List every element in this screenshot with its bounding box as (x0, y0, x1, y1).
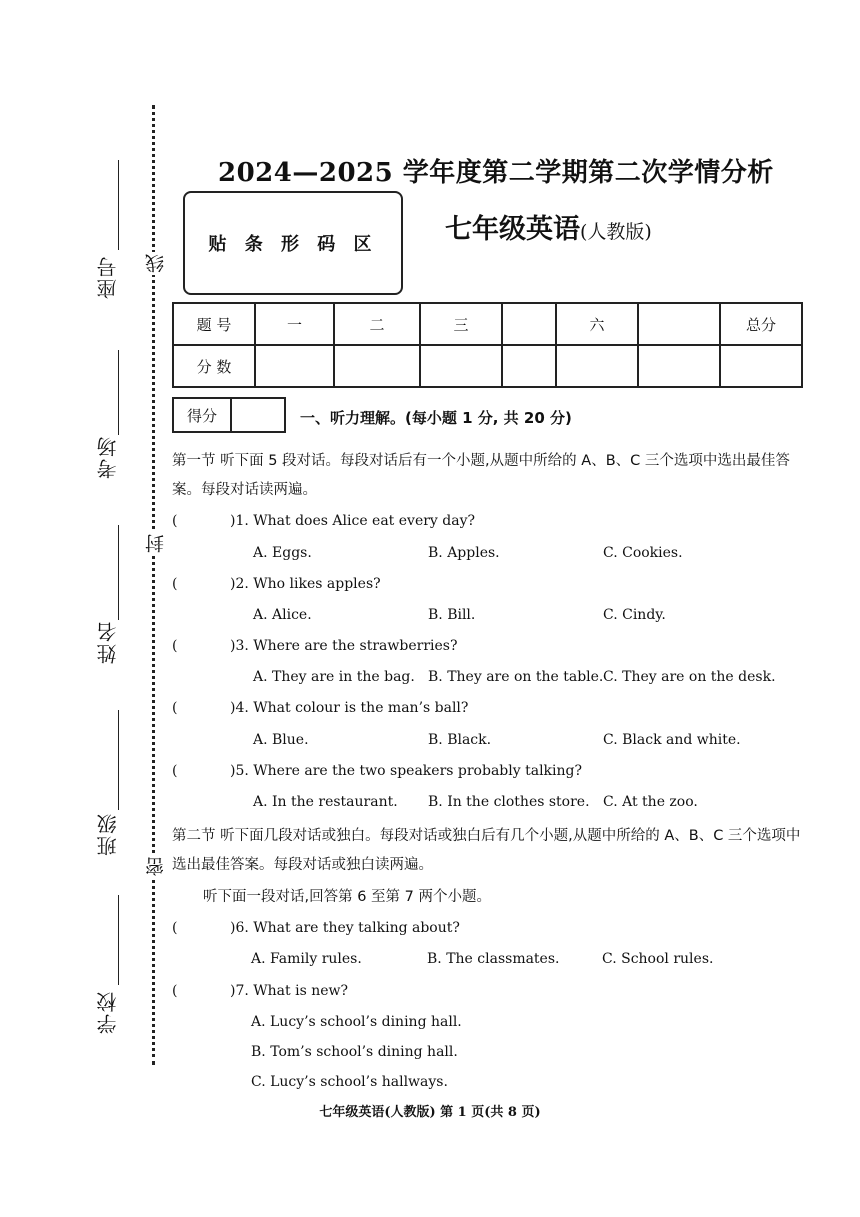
score-box-label: 得分 (172, 397, 232, 433)
class-label: 班级 (96, 812, 120, 856)
option-a: A. They are in the bag. (253, 669, 415, 685)
answer-paren[interactable]: ( (172, 983, 178, 999)
score-cell[interactable] (720, 345, 802, 387)
option-a: A. Alice. (253, 607, 312, 623)
table-cell: 总分 (720, 303, 802, 345)
score-cell[interactable] (255, 345, 334, 387)
question-text: )6. What are they talking about? (230, 920, 460, 936)
score-cell[interactable] (556, 345, 638, 387)
score-cell[interactable] (334, 345, 420, 387)
table-cell: 三 (420, 303, 502, 345)
school-label: 学校 (96, 990, 120, 1034)
question-text: )5. Where are the two speakers probably talking? (230, 763, 582, 779)
seat-number-label: 座号 (96, 255, 120, 299)
score-cell[interactable] (502, 345, 556, 387)
edition-label: (人教版) (580, 221, 652, 243)
table-cell: 分 数 (173, 345, 255, 387)
score-cell[interactable] (638, 345, 720, 387)
option-c: C. School rules. (602, 951, 714, 967)
part2-instructions: 第二节 听下面几段对话或独白。每段对话或独白后有几个小题,从题中所给的 A、B、C 三个选项中选出最佳答案。每段对话或独白读两遍。 (172, 828, 801, 873)
table-cell: 题 号 (173, 303, 255, 345)
option-b: B. Apples. (428, 545, 500, 561)
score-cell[interactable] (420, 345, 502, 387)
option-a: A. Blue. (253, 732, 309, 748)
score-table-header-row (173, 303, 802, 345)
option-c: C. Lucy’s school’s hallways. (251, 1074, 448, 1090)
question-6 (172, 920, 460, 936)
table-cell: 一 (255, 303, 334, 345)
table-cell: 六 (556, 303, 638, 345)
answer-paren[interactable]: ( (172, 576, 178, 592)
option-b: B. The classmates. (427, 951, 560, 967)
option-c: C. Cookies. (603, 545, 683, 561)
page-footer: 七年级英语(人教版) 第 1 页(共 8 页) (319, 1105, 541, 1120)
answer-paren[interactable]: ( (172, 763, 178, 779)
option-a: A. Lucy’s school’s dining hall. (251, 1014, 462, 1030)
option-a: A. Family rules. (251, 951, 362, 967)
school-line (118, 895, 119, 985)
score-box-field[interactable] (230, 397, 286, 433)
question-3 (172, 638, 457, 654)
question-text: )1. What does Alice eat every day? (230, 513, 476, 529)
subject-title (445, 207, 652, 246)
part1-instructions: 第一节 听下面 5 段对话。每段对话后有一个小题,从题中所给的 A、B、C 三个选项中选出最佳答案。每段对话读两遍。 (172, 453, 790, 498)
score-table-score-row (173, 345, 802, 387)
table-cell (638, 303, 720, 345)
option-b: B. In the clothes store. (428, 794, 590, 810)
binding-char-mi: 密 (142, 855, 169, 878)
question-text: )3. Where are the strawberries? (230, 638, 458, 654)
question-text: )4. What colour is the man’s ball? (230, 700, 469, 716)
option-c: C. Cindy. (603, 607, 666, 623)
score-box (172, 397, 286, 433)
option-b: B. Black. (428, 732, 492, 748)
option-b: B. Tom’s school’s dining hall. (251, 1044, 458, 1060)
answer-paren[interactable]: ( (172, 513, 178, 529)
table-cell (502, 303, 556, 345)
question-2 (172, 576, 381, 592)
binding-char-feng: 封 (142, 532, 169, 555)
option-c: C. Black and white. (603, 732, 741, 748)
question-4 (172, 700, 468, 716)
name-line (118, 525, 119, 620)
option-a: A. In the restaurant. (253, 794, 398, 810)
exam-room-label: 考场 (96, 435, 120, 479)
binding-dotted-line (152, 105, 155, 1065)
question-7 (172, 983, 348, 999)
table-cell: 二 (334, 303, 420, 345)
class-line (118, 710, 119, 810)
option-c: C. They are on the desk. (603, 669, 776, 685)
barcode-label: 贴 条 形 码 区 (208, 234, 378, 255)
option-b: B. They are on the table. (428, 669, 604, 685)
binding-char-xian: 线 (142, 252, 169, 275)
answer-paren[interactable]: ( (172, 638, 178, 654)
question-text: )7. What is new? (230, 983, 349, 999)
option-a: A. Eggs. (253, 545, 312, 561)
score-table (172, 302, 803, 388)
section-heading: 一、听力理解。(每小题 1 分, 共 20 分) (300, 409, 572, 427)
barcode-area (183, 191, 403, 295)
answer-paren[interactable]: ( (172, 700, 178, 716)
option-c: C. At the zoo. (603, 794, 698, 810)
subject-name: 七年级英语 (445, 214, 580, 245)
question-text: )2. Who likes apples? (230, 576, 381, 592)
answer-paren[interactable]: ( (172, 920, 178, 936)
option-b: B. Bill. (428, 607, 476, 623)
exam-room-line (118, 350, 119, 435)
name-label: 姓名 (96, 620, 120, 664)
seat-number-line (118, 160, 119, 250)
dialogue-intro: 听下面一段对话,回答第 6 至第 7 两个小题。 (203, 889, 491, 905)
exam-title: 2024—2025 学年度第二学期第二次学情分析 (218, 158, 774, 188)
question-5 (172, 763, 582, 779)
question-1 (172, 513, 475, 529)
